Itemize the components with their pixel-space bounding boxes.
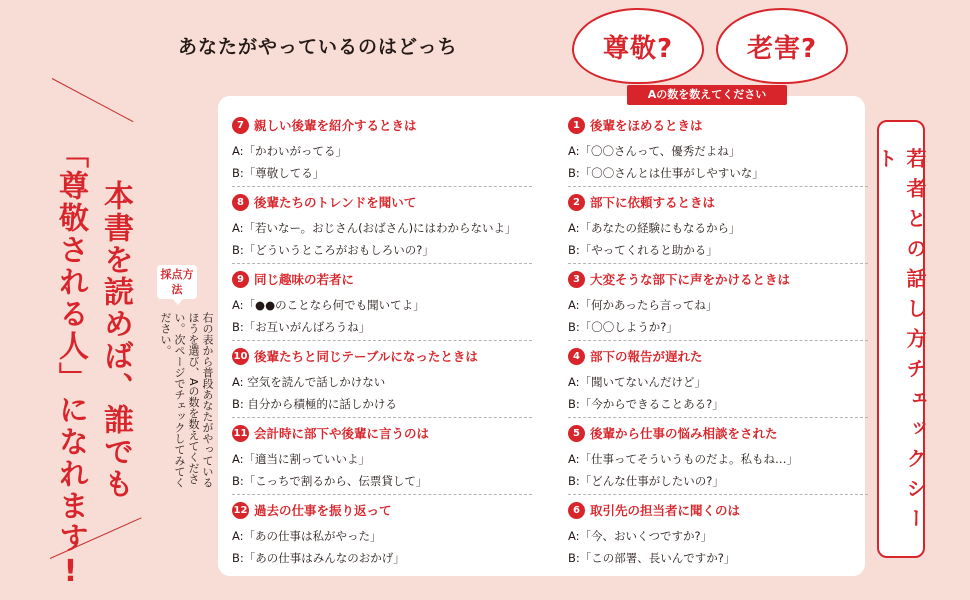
item-question: 同じ趣味の若者に <box>254 272 355 287</box>
item-question: 部下の報告が遅れた <box>590 349 703 364</box>
checklist-item <box>568 418 868 495</box>
item-number-badge: 7 <box>232 117 249 134</box>
checklist-item <box>232 418 532 495</box>
headline-line-1: 本書を読めば、誰でも <box>98 180 133 500</box>
item-number-badge: 5 <box>568 425 585 442</box>
checklist-item <box>232 264 532 341</box>
answer-b: B: 自分から積極的に話しかける <box>232 397 397 411</box>
answer-a: A:「かわいがってる」 <box>232 144 348 158</box>
answer-a: A:「今、おいくつですか?」 <box>568 529 713 543</box>
side-title: 若者との話し方チェックシート <box>874 148 927 538</box>
count-instruction-label: Aの数を数えてください <box>627 85 787 105</box>
item-number-badge: 8 <box>232 194 249 211</box>
answer-b: B:「今からできることある?」 <box>568 397 724 411</box>
checklist-item <box>568 264 868 341</box>
item-question: 親しい後輩を紹介するときは <box>254 118 417 133</box>
item-question: 大変そうな部下に声をかけるときは <box>590 272 791 287</box>
checklist-item <box>232 187 532 264</box>
answer-b: B:「どういうところがおもしろいの?」 <box>232 243 434 257</box>
answer-a: A:「聞いてないんだけど」 <box>568 375 707 389</box>
checklist-item <box>232 341 532 418</box>
checklist-item <box>568 341 868 418</box>
answer-b: B:「尊敬してる」 <box>232 166 325 180</box>
checklist-item <box>232 110 532 187</box>
item-question: 後輩から仕事の悩み相談をされた <box>590 426 778 441</box>
scoring-method-text: 右の表から普段あなたがやっているほうを選び、Aの数を数えてください。次ページでチェックしてみてください。 <box>159 312 214 488</box>
item-number-badge: 6 <box>568 502 585 519</box>
item-number-badge: 9 <box>232 271 249 288</box>
item-question: 後輩たちのトレンドを聞いて <box>254 195 417 210</box>
decorative-line-top <box>52 78 134 122</box>
answer-b: B:「どんな仕事がしたいの?」 <box>568 474 724 488</box>
item-number-badge: 3 <box>568 271 585 288</box>
answer-a: A:「●●のことなら何でも聞いてよ」 <box>232 298 425 312</box>
item-number-badge: 2 <box>568 194 585 211</box>
answer-a: A:「〇〇さんって、優秀だよね」 <box>568 144 741 158</box>
item-number-badge: 10 <box>232 348 249 365</box>
answer-b: B:「お互いがんばろうね」 <box>232 320 371 334</box>
answer-b: B:「この部署、長いんですか?」 <box>568 551 736 565</box>
checklist-item <box>568 110 868 187</box>
side-title-box <box>874 120 927 558</box>
checklist-item <box>568 495 868 571</box>
answer-a: A:「あの仕事は私がやった」 <box>232 529 382 543</box>
answer-b: B:「あの仕事はみんなのおかげ」 <box>232 551 405 565</box>
item-question: 部下に依頼するときは <box>590 195 716 210</box>
item-question: 後輩たちと同じテーブルになったときは <box>254 349 478 364</box>
item-number-badge: 11 <box>232 425 249 442</box>
checklist-item <box>568 187 868 264</box>
checklist-column-left <box>232 110 532 571</box>
item-question: 会計時に部下や後輩に言うのは <box>254 426 430 441</box>
respect-bubble: 尊敬? <box>572 8 704 84</box>
rogai-bubble: 老害? <box>716 8 848 84</box>
answer-a: A:「若いなー。おじさん(おばさん)にはわからないよ」 <box>232 221 517 235</box>
item-number-badge: 1 <box>568 117 585 134</box>
answer-b: B:「こっちで割るから、伝票貸して」 <box>232 474 428 488</box>
checklist-item <box>232 495 532 571</box>
answer-b: B:「〇〇さんとは仕事がしやすいな」 <box>568 166 764 180</box>
answer-a: A:「仕事ってそういうものだよ。私もね…」 <box>568 452 799 466</box>
checklist-card <box>218 96 865 576</box>
headline-line-2: 「尊敬される人」になれます! <box>53 138 88 591</box>
item-question: 後輩をほめるときは <box>590 118 703 133</box>
answer-b: B:「〇〇しようか?」 <box>568 320 678 334</box>
item-number-badge: 4 <box>568 348 585 365</box>
checklist-column-right <box>568 110 868 571</box>
answer-a: A:「適当に割っていいよ」 <box>232 452 371 466</box>
answer-a: A:「あなたの経験にもなるから」 <box>568 221 741 235</box>
page-title: あなたがやっているのはどっち <box>178 36 458 58</box>
answer-a: A:「何かあったら言ってね」 <box>568 298 718 312</box>
item-question: 過去の仕事を振り返って <box>254 503 392 518</box>
answer-b: B:「やってくれると助かる」 <box>568 243 718 257</box>
item-question: 取引先の担当者に聞くのは <box>590 503 741 518</box>
item-number-badge: 12 <box>232 502 249 519</box>
answer-a: A: 空気を読んで話しかけない <box>232 375 386 389</box>
scoring-badge: 採点方法 <box>157 265 197 299</box>
